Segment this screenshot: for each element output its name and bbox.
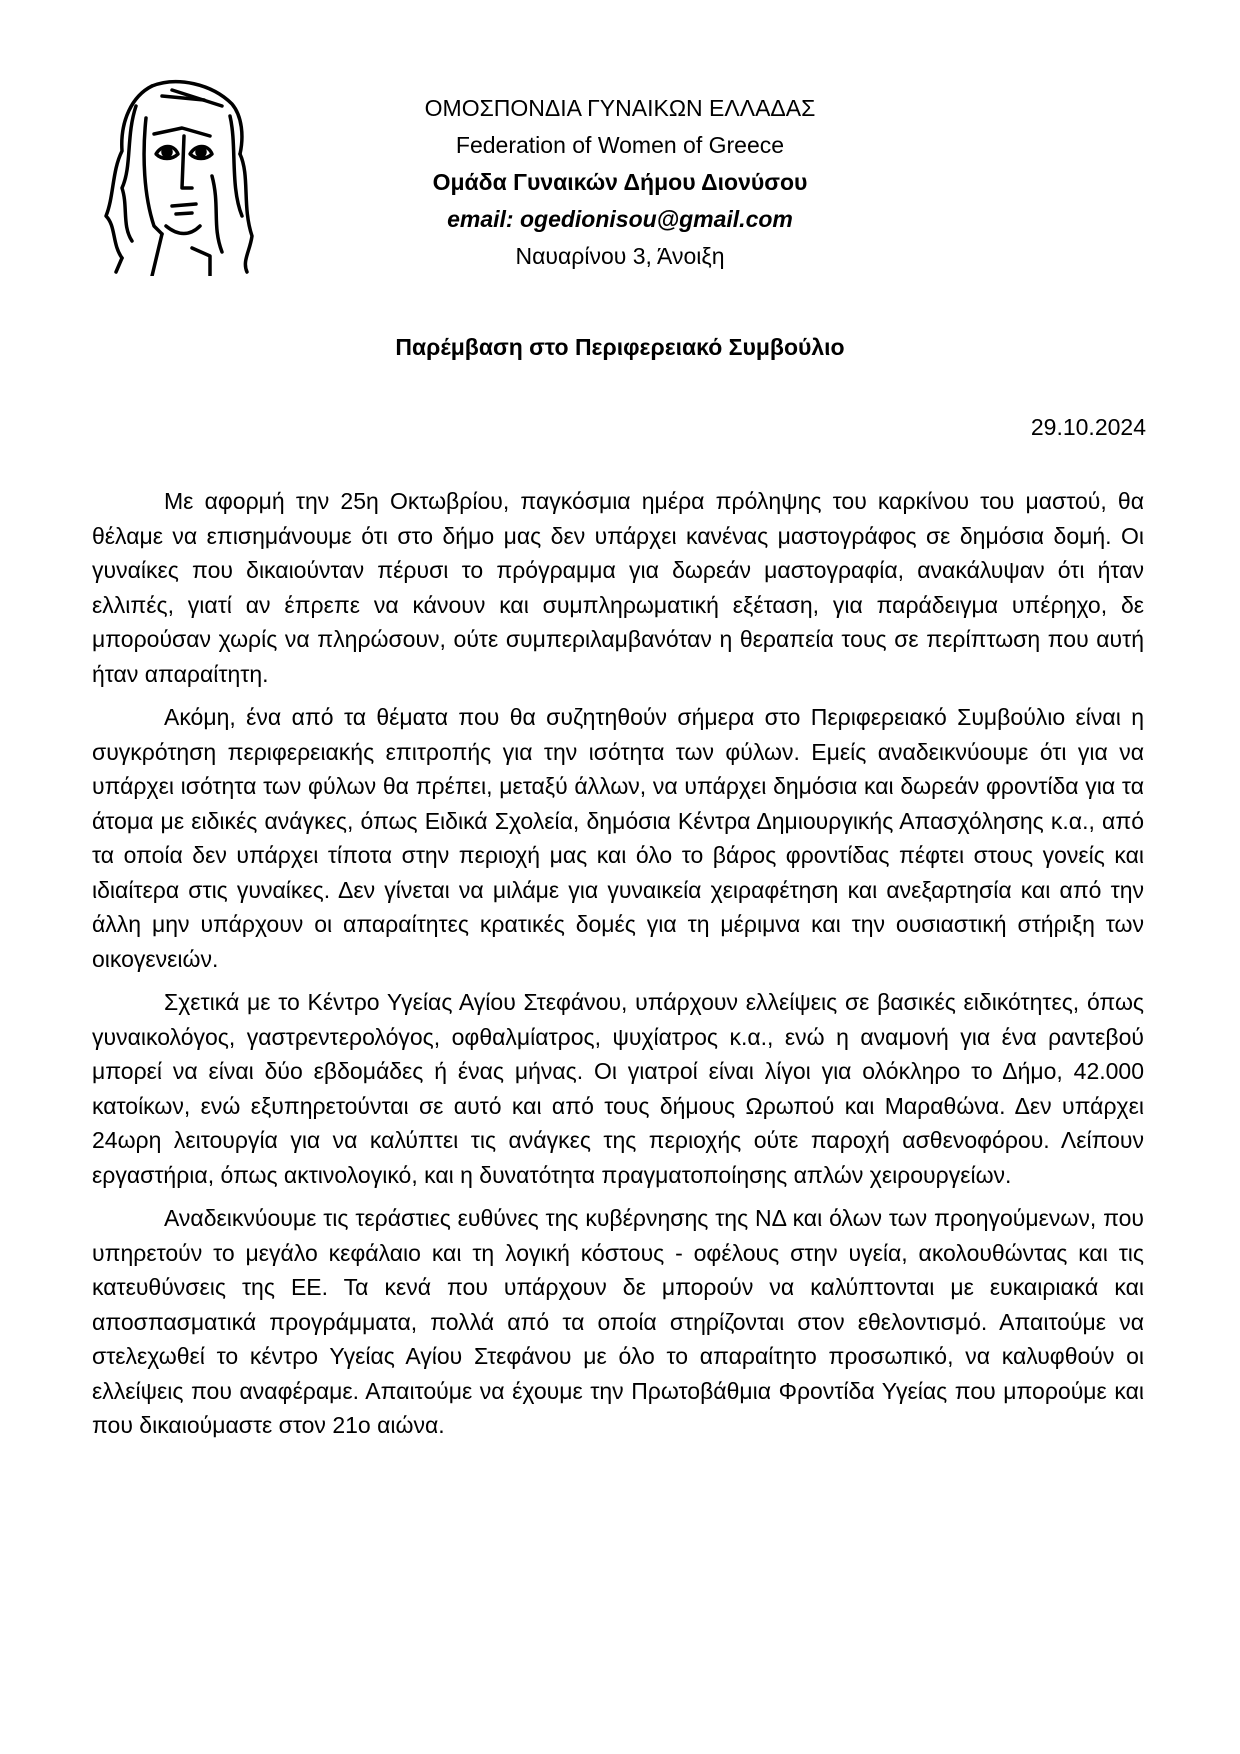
woman-face-logo-icon (92, 76, 262, 276)
document-title: Παρέμβαση στο Περιφερειακό Συμβούλιο (395, 334, 845, 360)
paragraph: Ακόμη, ένα από τα θέματα που θα συζητηθούν σήμερα στο Περιφερειακό Συμβούλιο είναι η συγκρότηση περιφερειακής επιτροπής για την ισότητα των φύλων. Εμείς αναδεικνύουμε ότι για να υπάρχει ισότητα των φύλων θα πρέπει, μεταξύ άλλων, να υπάρχει δημόσια και δωρεάν φροντίδα για τα άτομα με ειδικές ανάγκες, όπως Ειδικά Σχολεία, δημόσια Κέντρα Δημιουργικής Απασχόλησης κ.α., από τα οποία δεν υπάρχει τίποτα στην περιοχή μας και όλο το βάρος φροντίδας πέφτει στους γονείς και ιδιαίτερα στις γυναίκες. Δεν γίνεται να μιλάμε για γυναικεία χειραφέτηση και ανεξαρτησία και από την άλλη μην υπάρχουν οι απαραίτητες κρατικές δομές για τη μέριμνα και την ουσιαστική στήριξη των οικογενειών. (92, 704, 1144, 972)
org-name-english: Federation of Women of Greece (455, 132, 785, 158)
org-name-greek: ΟΜΟΣΠΟΝΔΙΑ ΓΥΝΑΙΚΩΝ ΕΛΛΑΔΑΣ (424, 95, 816, 121)
paragraph: Με αφορμή την 25η Οκτωβρίου, παγκόσμια ημέρα πρόληψης του καρκίνου του μαστού, θα θέλαμε να επισημάνουμε ότι στο δήμο μας δεν υπάρχει κανένας μαστογράφος σε δημόσια δομή. Οι γυναίκες που δικαιούνταν πέρυσι το πρόγραμμα για δωρεάν μαστογραφία, ανακάλυψαν ότι ήταν ελλιπές, γιατί αν έπρεπε να κάνουν και συμπληρωματική εξέταση, για παράδειγμα υπέρηχο, δε μπορούσαν χωρίς να πληρώσουν, ούτε συμπεριλαμβανόταν η θεραπεία τους σε περίπτωση που αυτή ήταν απαραίτητη. (92, 488, 1144, 687)
letterhead (300, 90, 940, 275)
contact-email: email: ogedionisou@gmail.com (447, 206, 793, 232)
paragraph: Αναδεικνύουμε τις τεράστιες ευθύνες της κυβέρνησης της ΝΔ και όλων των προηγούμενων, που υπηρετούν το μεγάλο κεφάλαιο και τη λογική κόστους - οφέλους στην υγεία, ακολουθώντας και τις κατευθύνσεις της ΕΕ. Τα κενά που υπάρχουν δε μπορούν να καλύπτονται με ευκαιριακά και αποσπασματικά προγράμματα, πολλά από τα οποία στηρίζονται στον εθελοντισμό. Απαιτούμε να στελεχωθεί το κέντρο Υγείας Αγίου Στεφάνου με όλο το απαραίτητο προσωπικό, να καλυφθούν οι ελλείψεις που αναφέραμε. Απαιτούμε να έχουμε την Πρωτοβάθμια Φροντίδα Υγείας που μπορούμε και που δικαιούμαστε στον 21ο αιώνα. (92, 1205, 1144, 1438)
address: Ναυαρίνου 3, Άνοιξη (515, 243, 725, 269)
group-name: Ομάδα Γυναικών Δήμου Διονύσου (432, 169, 808, 195)
document-body (92, 484, 1144, 1452)
paragraph: Σχετικά με το Κέντρο Υγείας Αγίου Στεφάνου, υπάρχουν ελλείψεις σε βασικές ειδικότητες, όπως γυναικολόγος, γαστρεντερολόγος, οφθαλμίατρος, ψυχίατρος κ.α., ενώ η αναμονή για ένα ραντεβού μπορεί να είναι δύο εβδομάδες ή ένας μήνας. Οι γιατροί είναι λίγοι για ολόκληρο το Δήμο, 42.000 κατοίκων, ενώ εξυπηρετούνται σε αυτό και από τους δήμους Ωρωπού και Μαραθώνα. Δεν υπάρχει 24ωρη λειτουργία για να καλύπτει τις ανάγκες της περιοχής ούτε παροχή ασθενοφόρου. Λείπουν εργαστήρια, όπως ακτινολογικό, και η δυνατότητα πραγματοποίησης απλών χειρουργείων. (92, 989, 1144, 1188)
document-date: 29.10.2024 (1030, 414, 1146, 440)
